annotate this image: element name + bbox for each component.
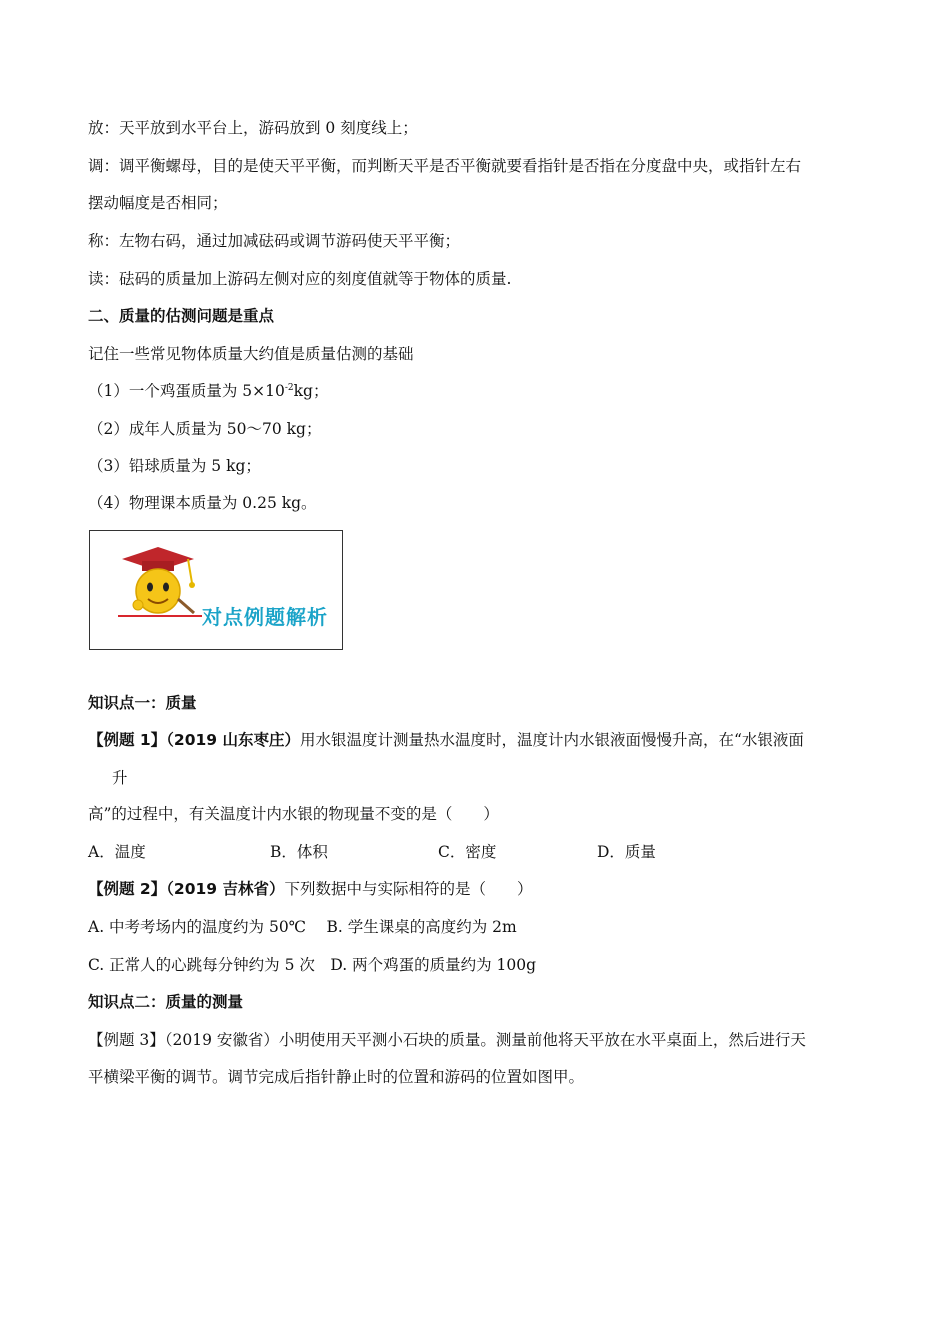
example2-text: 下列数据中与实际相符的是（ ） [284, 880, 533, 898]
graduate-mascot-icon [112, 541, 202, 641]
example1-line3: 高”的过程中，有关温度计内水银的物现量不变的是（ ） [88, 805, 499, 823]
section2-intro: 记住一些常见物体质量大约值是质量估测的基础 [88, 345, 414, 363]
banner-rule [118, 615, 202, 617]
example1-option-c: C．密度 [438, 843, 497, 861]
kp1-title: 知识点一：质量 [88, 694, 197, 712]
banner-title: 对点例题解析 [202, 605, 328, 629]
step-du: 读：砝码的质量加上游码左侧对应的刻度值就等于物体的质量. [88, 270, 512, 288]
example3-line1: 【例题 3】（2019 安徽省）小明使用天平测小石块的质量。测量前他将天平放在水平桌面上，然后进行天 [88, 1031, 806, 1049]
item1-pre: （1）一个鸡蛋质量为 5×10 [88, 382, 285, 400]
example1-option-b: B．体积 [270, 843, 328, 861]
section2-title: 二、质量的估测问题是重点 [88, 307, 275, 325]
step-tiao-line2: 摆动幅度是否相同； [88, 194, 228, 212]
step-cheng: 称：左物右码，通过加减砝码或调节游码使天平平衡； [88, 232, 461, 250]
example2-tag: 【例题 2】（2019 吉林省） [88, 880, 285, 898]
example1-option-d: D．质量 [597, 843, 656, 861]
step-fang: 放：天平放到水平台上，游码放到 0 刻度线上； [88, 119, 418, 137]
section2-item2: （2）成年人质量为 50～70 kg； [88, 420, 322, 438]
item1-exponent: -2 [284, 382, 294, 393]
item1-post: kg； [293, 382, 329, 400]
example1-line1 [88, 729, 804, 751]
section2-item4: （4）物理课本质量为 0.25 kg。 [88, 494, 317, 512]
example1-tag: 【例题 1】（2019 山东枣庄） [88, 731, 300, 749]
step-tiao-line1: 调：调平衡螺母，目的是使天平平衡，而判断天平是否平衡就要看指针是否指在分度盘中央，或指针左右 [88, 157, 802, 175]
example2-options-row1: A. 中考考场内的温度约为 50℃ B. 学生课桌的高度约为 2m [88, 918, 517, 936]
section2-item3: （3）铅球质量为 5 kg； [88, 457, 261, 475]
example2-options-row2: C. 正常人的心跳每分钟约为 5 次 D. 两个鸡蛋的质量约为 100g [88, 956, 537, 974]
example3-line2: 平横梁平衡的调节。调节完成后指针静止时的位置和游码的位置如图甲。 [88, 1068, 585, 1086]
section2-item1 [88, 380, 328, 402]
example2-line [88, 878, 532, 900]
example1-line2: 升 [112, 769, 128, 787]
kp2-title: 知识点二：质量的测量 [88, 993, 244, 1011]
example-banner [89, 530, 343, 650]
example1-text1: 用水银温度计测量热水温度时，温度计内水银液面慢慢升高，在“水银液面 [299, 731, 804, 749]
example1-option-a: A．温度 [88, 843, 146, 861]
